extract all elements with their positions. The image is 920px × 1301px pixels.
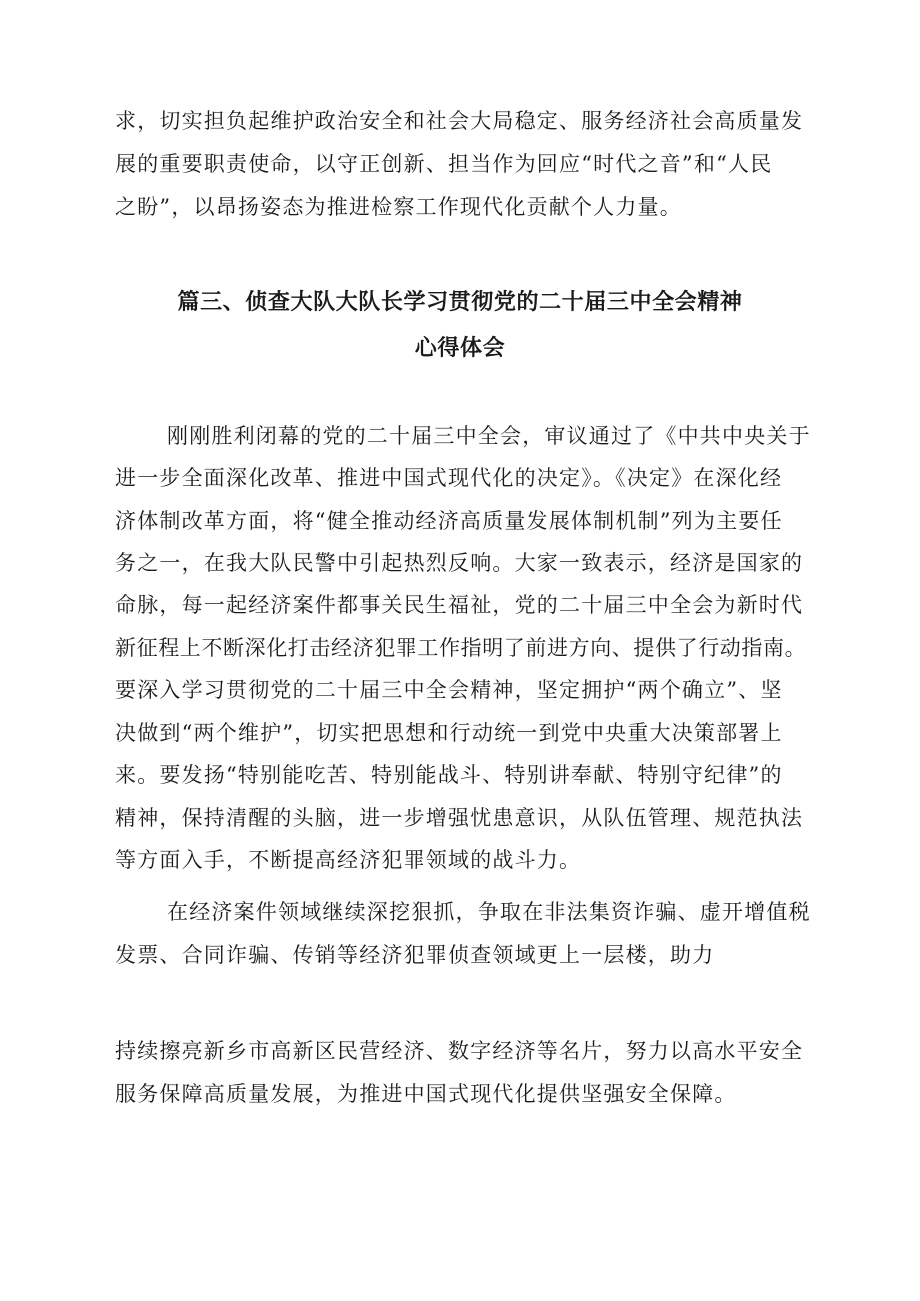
p1-line-7: 要深入学习贯彻党的二十届三中全会精神，坚定拥护“两个确立”、坚 (115, 678, 783, 702)
p1-line-11: 等方面入手，不断提高经济犯罪领域的战斗力。 (115, 848, 582, 872)
p1-line-1: 刚刚胜利闭幕的党的二十届三中全会，审议通过了《中共中央关于 (167, 424, 811, 448)
p2-line-2: 发票、合同诈骗、传销等经济犯罪侦查领域更上一层楼，助力 (115, 943, 715, 967)
p1-line-10: 精神，保持清醒的头脑，进一步增强忧患意识，从队伍管理、规范执法 (115, 806, 804, 830)
section-title-line-1: 篇三、侦查大队大队长学习贯彻党的二十届三中全会精神 (177, 290, 743, 315)
p1-line-6: 新征程上不断深化打击经济犯罪工作指明了前进方向、提供了行动指南。 (115, 636, 807, 660)
p3-line-2: 服务保障高质量发展，为推进中国式现代化提供坚强安全保障。 (115, 1082, 737, 1106)
p1-line-8: 决做到“两个维护”，切实把思想和行动统一到党中央重大决策部署上 (115, 721, 783, 745)
p1-line-2: 进一步全面深化改革、推进中国式现代化的决定》。《决定》在深化经 (115, 466, 783, 490)
p1-line-9: 来。要发扬“特别能吃苦、特别能战斗、特别讲奉献、特别守纪律”的 (115, 763, 783, 787)
p1-line-5: 命脉，每一起经济案件都事关民生福祉，党的二十届三中全会为新时代 (115, 593, 804, 617)
p1-line-3: 济体制改革方面，将“健全推动经济高质量发展体制机制”列为主要任 (115, 509, 783, 533)
p3-line-1: 持续擦亮新乡市高新区民营经济、数字经济等名片，努力以高水平安全 (115, 1039, 804, 1063)
p2-line-1: 在经济案件领域继续深挖狠抓，争取在非法集资诈骗、虚开增值税 (167, 900, 811, 924)
intro-line-1: 求，切实担负起维护政治安全和社会大局稳定、服务经济社会高质量发 (115, 109, 804, 133)
intro-line-2: 展的重要职责使命，以守正创新、担当作为回应“时代之音”和“人民 (115, 152, 773, 176)
intro-line-3: 之盼”，以昂扬姿态为推进检察工作现代化贡献个人力量。 (115, 195, 682, 219)
section-title-line-2: 心得体会 (414, 336, 506, 361)
p1-line-4: 务之一，在我大队民警中引起热烈反响。大家一致表示，经济是国家的 (115, 551, 804, 575)
